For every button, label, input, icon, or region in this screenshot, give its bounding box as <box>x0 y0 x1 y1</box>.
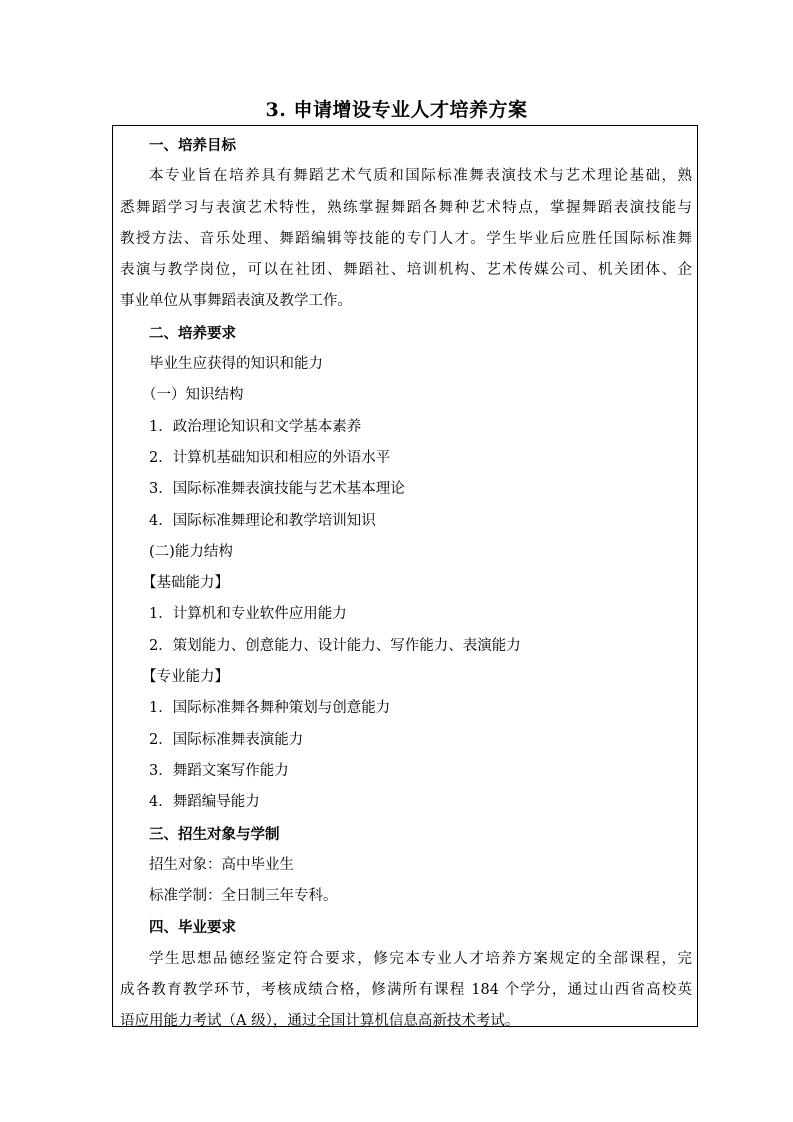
study-duration: 标准学制：全日制三年专科。 <box>149 888 338 905</box>
basic-ability-title: 【基础能力】 <box>142 575 229 592</box>
page-title: 3. 申请增设专业人才培养方案 <box>265 99 528 121</box>
list-item: 2．计算机基础知识和相应的外语水平 <box>149 449 391 466</box>
professional-ability-title: 【专业能力】 <box>142 669 229 686</box>
list-item: 1．政治理论知识和文学基本素养 <box>149 418 362 435</box>
graduation-paragraph-line: 语应用能力考试（A 级），通过全国计算机信息高新技术考试。 <box>120 1013 520 1030</box>
list-item: 3．国际标准舞表演技能与艺术基本理论 <box>149 481 405 498</box>
list-item: 1．计算机和专业软件应用能力 <box>149 606 347 623</box>
ability-structure-title: (二)能力结构 <box>149 543 233 560</box>
document-body <box>120 130 692 1038</box>
section-heading-enrollment: 三、招生对象与学制 <box>149 825 280 843</box>
list-item: 1．国际标准舞各舞种策划与创意能力 <box>149 700 391 717</box>
graduation-paragraph-line: 学生思想品德经鉴定符合要求，修完本专业人才培养方案规定的全部课程，完 <box>149 950 692 967</box>
goals-paragraph-line: 本专业旨在培养具有舞蹈艺术气质和国际标准舞表演技术与艺术理论基础，熟 <box>149 168 692 185</box>
requirements-intro: 毕业生应获得的知识和能力 <box>149 356 323 373</box>
section-heading-requirements: 二、培养要求 <box>149 324 236 342</box>
list-item: 2．策划能力、创意能力、设计能力、写作能力、表演能力 <box>149 637 521 654</box>
list-item: 4．国际标准舞理论和教学培训知识 <box>149 512 376 529</box>
goals-paragraph-line: 事业单位从事舞蹈表演及教学工作。 <box>120 293 352 310</box>
list-item: 2．国际标准舞表演能力 <box>149 731 304 748</box>
list-item: 3．舞蹈文案写作能力 <box>149 762 289 779</box>
goals-paragraph-line: 悉舞蹈学习与表演艺术特性，熟练掌握舞蹈各舞种艺术特点，掌握舞蹈表演技能与 <box>120 199 692 216</box>
enrollment-target: 招生对象：高中毕业生 <box>149 856 294 873</box>
list-item: 4．舞蹈编导能力 <box>149 794 260 811</box>
goals-paragraph-line: 表演与教学岗位，可以在社团、舞蹈社、培训机构、艺术传媒公司、机关团体、企 <box>120 262 692 279</box>
section-heading-goals: 一、培养目标 <box>149 137 236 154</box>
graduation-paragraph-line: 成各教育教学环节，考核成绩合格，修满所有课程 184 个学分，通过山西省高校英 <box>120 982 692 999</box>
section-heading-graduation: 四、毕业要求 <box>149 919 236 937</box>
goals-paragraph-line: 教授方法、音乐处理、舞蹈编辑等技能的专门人才。学生毕业后应胜任国际标准舞 <box>120 230 692 247</box>
knowledge-structure-title: （一）知识结构 <box>142 387 244 404</box>
